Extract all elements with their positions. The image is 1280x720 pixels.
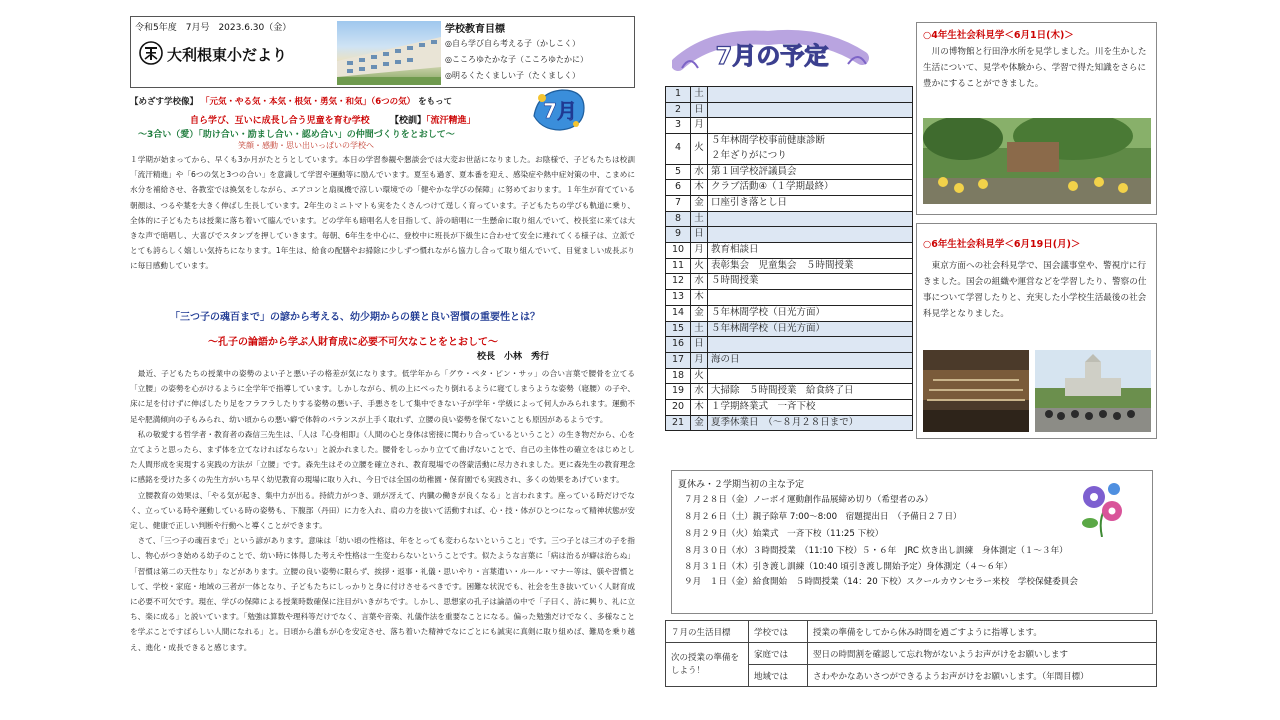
summer-item: ８月３０日（水）３時間授業 （11:10 下校）５・６年 JRC 炊き出し訓練 身体測定（１～３年）: [684, 546, 1068, 556]
calendar-weekday: 木: [691, 400, 708, 416]
masthead: [130, 16, 635, 88]
calendar-event: [708, 102, 913, 118]
motto-value: 「流汗精進」: [425, 116, 476, 126]
school-slogan: 笑顔・感動・思い出いっぱいの学校へ: [238, 141, 374, 150]
life-goals-subheading: 次の授業の準備をしよう！: [666, 643, 749, 687]
grade6-field-trip-panel: [916, 223, 1157, 439]
calendar-date: 17: [666, 352, 691, 368]
summer-schedule-box: [671, 470, 1153, 614]
life-goals-heading: ７月の生活目標: [666, 621, 749, 643]
vision-suffix: をもって: [418, 97, 453, 107]
calendar-date: 9: [666, 227, 691, 243]
goal-item: ◎こころゆたかな子（こころゆたかに）: [445, 55, 588, 64]
schedule-heading: 7月の予定: [715, 42, 829, 70]
calendar-row: [666, 258, 913, 274]
newsletter-title: 大利根東小だより: [167, 46, 288, 64]
calendar-event: [708, 368, 913, 384]
calendar-row: [666, 368, 913, 384]
calendar-event: [708, 134, 913, 164]
month-badge-icon: [532, 86, 586, 132]
calendar-event-line: ５年林間学校事前健康診断: [711, 135, 826, 147]
calendar-event-line: ２年ざりがにつり: [711, 149, 787, 161]
calendar-row: [666, 337, 913, 353]
calendar-row: [666, 352, 913, 368]
summer-item: ７月２８日（金）ノーボイ運動創作品展締め切り（希望者のみ）: [684, 495, 933, 505]
calendar-date: 15: [666, 321, 691, 337]
life-goal-text: さわやかなあいさつができるようお声がけをお願いします。（年間目標）: [808, 665, 1157, 687]
life-goal-text: 授業の準備をしてから休み時間を過ごすように指導します。: [808, 621, 1157, 643]
life-goal-label: 学校では: [749, 621, 808, 643]
calendar-weekday: 火: [691, 134, 708, 164]
principal-intro: １学期が始まってから、早くも3か月がたとうとしています。本日の学習参観や懇談会では大変お世話になりました。お陰様で、子どもたちは校訓「流汗精進」や「6つの気と3つの合い」を意識して学習や運動等に励んでいます。夏至も過ぎ、夏本番を迎え、感染症や熱中症対策の中、こまめに水分を補給させ、各教室では換気をしながら、エアコンと扇風機で涼しい環境での「健やかな学びの保障」に努めております。１年生が育てている朝顔は、つるや葉を大きく伸ばし生長しています。2年生のミニトマトも実をたくさんつけて逞しく育っています。子どもたちの学びも軌道に乗り、全体的に子どもたちは授業に落ち着いて臨んでいます。どの学年も暗唱名人を目指して、詩の暗唱に一生懸命に取り組んでいて、校長室に来ては大きな声で暗唱し、大喜びでスタンプを押していきます。毎朝、6年生を中心に、登校中に班長が下級生に合わせて安全に連れてくる様子は、立派でとても誇らしく嬉しい気持ちになります。1年生は、給食の配膳やお掃除に少しずつ慣れながら協力し合って取り組んでいて、目覚ましい成長ぶりに毎日感動しています。: [130, 155, 635, 271]
diet-chamber-photo: [923, 350, 1029, 432]
calendar-row: [666, 211, 913, 227]
goal-item: ◎明るくたくましい子（たくましく）: [445, 71, 580, 80]
life-goal-label: 地域では: [749, 665, 808, 687]
calendar-weekday: 金: [691, 415, 708, 431]
calendar-row: [666, 384, 913, 400]
calendar-date: 18: [666, 368, 691, 384]
calendar-event: 第１回学校評議員会: [708, 164, 913, 180]
calendar-event: ５年林間学校（日光方面）: [708, 321, 913, 337]
calendar-date: 10: [666, 243, 691, 259]
calendar-row: [666, 164, 913, 180]
calendar-date: 12: [666, 274, 691, 290]
calendar-date: 16: [666, 337, 691, 353]
calendar-weekday: 火: [691, 368, 708, 384]
calendar-row: [666, 400, 913, 416]
issue-line: 令和5年度 7月号 2023.6.30（金）: [135, 23, 292, 33]
calendar-date: 20: [666, 400, 691, 416]
calendar-weekday: 土: [691, 211, 708, 227]
summer-title: 夏休み・２学期当初の主な予定: [678, 480, 805, 490]
summer-item: ９月 １日（金）給食開始 ５時間授業（14：20 下校）スクールカウンセラー来校 学校保健委員会: [684, 577, 1078, 587]
summer-item: ８月２６日（土）親子除草 7:00～8:00 宿題提出日 （予備日２７日）: [684, 512, 962, 522]
calendar-date: 21: [666, 415, 691, 431]
schedule-heading-banner: [672, 24, 872, 80]
calendar-weekday: 木: [691, 180, 708, 196]
calendar-weekday: 金: [691, 195, 708, 211]
calendar-event: ５年林間学校（日光方面）: [708, 305, 913, 321]
calendar-weekday: 月: [691, 352, 708, 368]
calendar-weekday: 水: [691, 274, 708, 290]
essay-body: 最近、子どもたちの授業中の姿勢のよい子と悪い子の格差が気になります。低学年から「グウ・ペタ・ピン・サッ」の合い言葉で腰骨を立てる「立腰」の姿勢を心がけるように全学年で指導しています。しかしながら、机の上にべったり倒れるように寝てしまうような姿勢（寝腰）の子や、床に足を付けずに伸ばしたり足をフラフラしたりする姿勢の悪い子、手悪さをして集中できない子が学年・学級によって何人かみられます。運動不足や肥満傾向の子もみられ、幼い頃からの悪い癖で体幹のバランスが上手く取れず、立腰の良い姿勢を保てないことも原因があるようです。 私の敬愛する哲学者・教育者の森信三先生は、「人は『心身相即』（人間の心と身体は密接に関わり合っているということ）の生き物だから、心を立てようと思ったら、まず体を立てなければならない」と説かれました。腰骨をしっかり立てて曲げないことで、自己の主体性の確立をはじめとした人間形成を実現する実践の方法が「立腰」です。森先生はその立腰を確立され、教育現場での啓蒙活動に尽力されました。更に森先生の教育理念に感銘を受けた多くの先生方がいち早く幼児教育の現場に取り入れ、今日では全国の幼稚園・保育園でも実践され、多くの効果をあげています。 立腰教育の効果は、「やる気が起き、集中力が出る。持続力がつき、頭が冴えて、内臓の働きが良くなる」と言われます。座っている時だけでなく、立っている時や運動している時の姿勢も、下腹部（丹田）に力を入れ、肩の力を抜いて活動すれば、心・技・体がひとつになって精神状態が安定し、健康で正しい判断や行動へと導くことができます。 さて、「三つ子の魂百まで」という諺があります。意味は「幼い頃の性格は、年をとっても変わらないということ」です。三つ子とは三才の子を指し、物心がつき始める幼子のことで、幼い時に体得した考えや性格は一生変わらないということです。似たような言葉に「病は治るが癖は治らぬ」「習慣は第二の天性なり」などがあります。立腰の良い姿勢に限らず、挨拶・返事・礼儀・思いやり・言葉遣い・ルール・マナー等は、躾や習慣として、学校・家庭・地域の三者が一体となり、子どもたちにしっかりと身に付けさせるべきです。困難な状況でも、社会を生き抜いていく人財育成に必要不可欠です。現在、学びの保障による授業時数確保に注目がいきがちです。しかし、思想家の孔子は論語の中で「子曰く、詩に興り、礼に立ち、楽に成る」と説いています。「勉強は算数や理科等だけでなく、言葉や音楽、礼儀作法を重要なことになる。偏った勉強だけでなく、多様なことを学ぶことですばらしい人間になれる」と。日頃から誰もが心を安定させ、落ち着いた精神でなにごとにも誠実に真剣に取り組めば、難局を乗り越え、進化・成長できると感じます。: [130, 369, 635, 652]
calendar-weekday: 日: [691, 102, 708, 118]
essay-author: 校長 小林 秀行: [477, 352, 550, 362]
calendar-row: [666, 134, 913, 164]
calendar-date: 8: [666, 211, 691, 227]
calendar-row: [666, 118, 913, 134]
calendar-weekday: 日: [691, 337, 708, 353]
calendar-event: 夏季休業日 （～８月２８日まで）: [708, 415, 913, 431]
calendar-event: [708, 87, 913, 103]
calendar-weekday: 月: [691, 243, 708, 259]
calendar-row: [666, 102, 913, 118]
goals-title: 学校教育目標: [445, 24, 505, 35]
calendar-event: 海の日: [708, 352, 913, 368]
essay-subtitle: ～孔子の論語から学ぶ人財育成に必要不可欠なことをとおして～: [208, 337, 498, 348]
calendar-weekday: 水: [691, 384, 708, 400]
school-vision-line: [130, 95, 452, 107]
event-title: ○4年生社会科見学＜6月1日(木)＞: [923, 30, 1074, 41]
calendar-date: 19: [666, 384, 691, 400]
calendar-date: 5: [666, 164, 691, 180]
event-title: ○6年生社会科見学＜6月19日(月)＞: [923, 239, 1081, 250]
calendar-date: 11: [666, 258, 691, 274]
calendar-date: 1: [666, 87, 691, 103]
policy-main: 自ら学び、互いに成長し合う児童を育む学校: [190, 116, 370, 126]
life-goals-table: [665, 620, 1157, 687]
calendar-row: [666, 321, 913, 337]
calendar-event: 口座引き落とし日: [708, 195, 913, 211]
calendar-weekday: 金: [691, 305, 708, 321]
morning-glory-icon: [1076, 479, 1128, 537]
calendar-event: [708, 118, 913, 134]
diet-building-photo: [1035, 350, 1151, 432]
calendar-date: 6: [666, 180, 691, 196]
calendar-event: １学期終業式 一斉下校: [708, 400, 913, 416]
school-emblem-icon: [139, 41, 163, 65]
event-text: 東京方面への社会科見学で、国会議事堂や、警視庁に行きました。国会の組織や運営などを学習したり、警察の仕事について学習したりと、充実した小学校生活最後の社会科見学となりました。: [923, 261, 1147, 319]
calendar-event: クラブ活動④（１学期最終）: [708, 180, 913, 196]
calendar-weekday: 木: [691, 290, 708, 306]
school-policy-line: [190, 113, 475, 126]
life-goal-text: 翌日の時間割を確認して忘れ物がないようお声がけをお願いします: [808, 643, 1157, 665]
calendar-date: 7: [666, 195, 691, 211]
calendar-event: 表彰集会 児童集会 ５時間授業: [708, 258, 913, 274]
calendar-weekday: 水: [691, 164, 708, 180]
calendar-date: 13: [666, 290, 691, 306]
calendar-weekday: 土: [691, 87, 708, 103]
goal-item: ◎自ら学び自ら考える子（かしこく）: [445, 39, 580, 48]
month-badge-text: 7月: [543, 99, 577, 123]
calendar-weekday: 土: [691, 321, 708, 337]
calendar-row: [666, 274, 913, 290]
vision-label: 【めざす学校像】: [130, 97, 199, 107]
calendar-event: ５時間授業: [708, 274, 913, 290]
calendar-date: 14: [666, 305, 691, 321]
calendar-event: 教育相談日: [708, 243, 913, 259]
calendar-weekday: 火: [691, 258, 708, 274]
newsletter-page: [130, 16, 635, 708]
calendar-date: 2: [666, 102, 691, 118]
grade4-field-trip-panel: [916, 22, 1157, 215]
life-goal-label: 家庭では: [749, 643, 808, 665]
calendar-row: [666, 227, 913, 243]
calendar-weekday: 日: [691, 227, 708, 243]
calendar-weekday: 月: [691, 118, 708, 134]
calendar-row: [666, 305, 913, 321]
calendar-event: [708, 227, 913, 243]
calendar-row: [666, 415, 913, 431]
event-text: 川の博物館と行田浄水所を見学しました。川を生かした生活について、見学や体験から、学習で得た知識をさらに豊かにすることができました。: [923, 47, 1147, 89]
calendar-date: 4: [666, 134, 691, 164]
calendar-event: [708, 337, 913, 353]
vision-six-spirits: 「元気・やる気・本気・根気・勇気・和気」（6つの気）: [200, 97, 416, 107]
calendar-event: [708, 211, 913, 227]
three-ai-motto: ～3合い（愛）「助け合い・励まし合い・認め合い」の仲間づくりをとおして～: [138, 130, 455, 140]
calendar-row: [666, 180, 913, 196]
calendar-event: 大掃除 ５時間授業 給食終了日: [708, 384, 913, 400]
calendar-row: [666, 243, 913, 259]
essay-title: 「三つ子の魂百まで」の諺から考える、幼少期からの躾と良い習慣の重要性とは？: [170, 312, 540, 323]
calendar-row: [666, 290, 913, 306]
motto-label: 【校訓】: [389, 116, 426, 126]
summer-item: ８月２９日（火）始業式 一斉下校（11:25 下校）: [684, 529, 884, 539]
school-building-photo: [337, 21, 441, 85]
calendar-event: [708, 290, 913, 306]
summer-item: ８月３１日（木）引き渡し訓練（10:40 頃引き渡し開始予定）身体測定（４～６年）: [684, 562, 1013, 572]
july-calendar: [665, 86, 913, 431]
calendar-row: [666, 195, 913, 211]
calendar-row: [666, 87, 913, 103]
grade4-trip-photo: [923, 118, 1151, 204]
calendar-date: 3: [666, 118, 691, 134]
